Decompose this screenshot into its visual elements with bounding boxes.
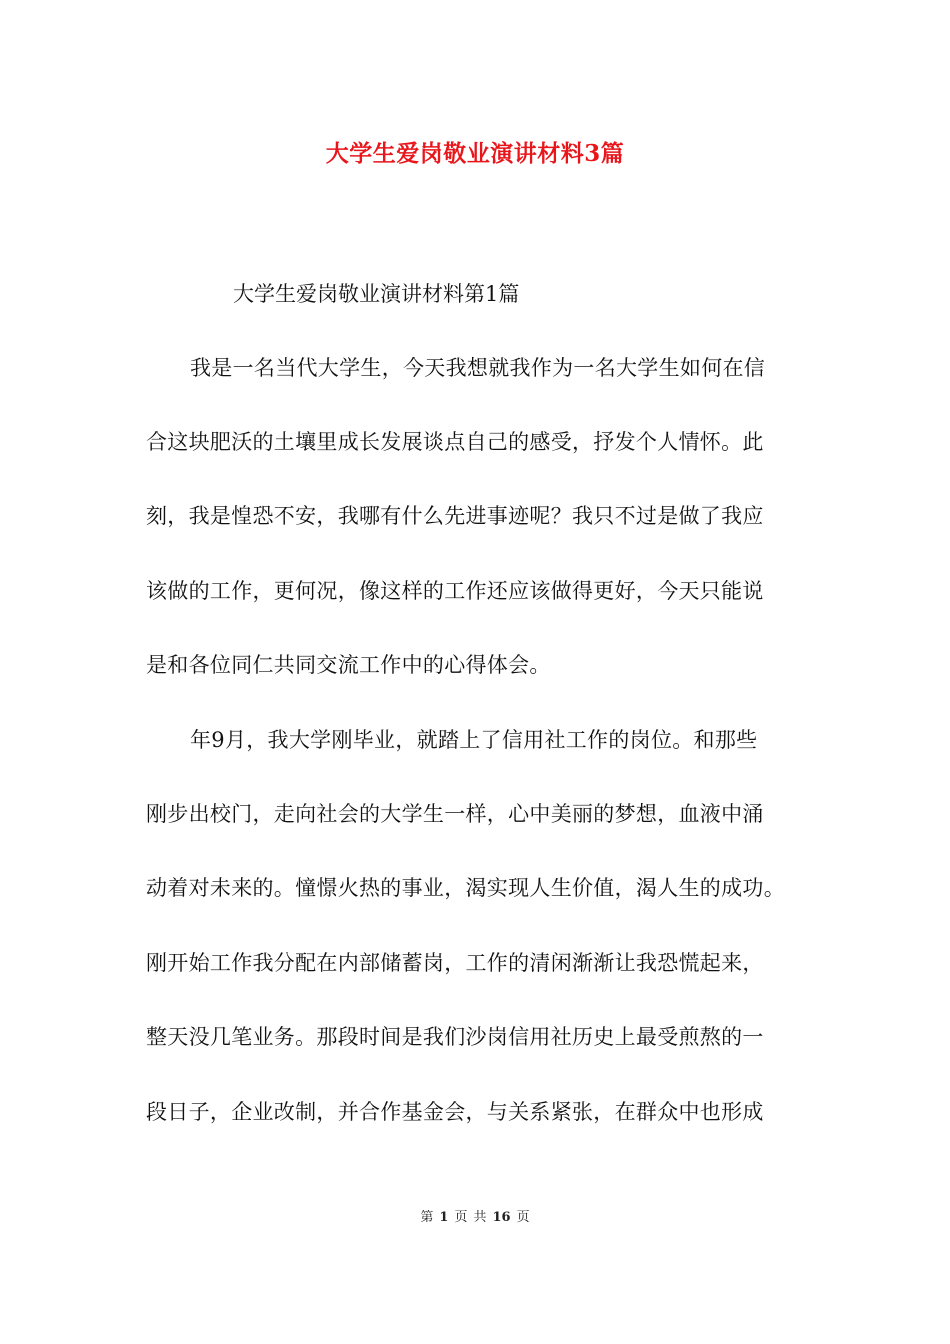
document-title: 大学生爱岗敬业演讲材料3篇 xyxy=(325,140,625,167)
paragraph-2-line-1: 年9月，我大学刚毕业，就踏上了信用社工作的岗位。和那些 xyxy=(190,728,758,752)
footer-page-word: 第 xyxy=(420,1210,434,1225)
footer-current-page: 1 xyxy=(439,1210,449,1225)
paragraph-2-line-4: 刚开始工作我分配在内部储蓄岗，工作的清闲渐渐让我恐慌起来， xyxy=(146,951,764,975)
paragraph-1-line-4: 该做的工作，更何况，像这样的工作还应该做得更好，今天只能说 xyxy=(146,579,764,603)
footer-total-unit: 页 xyxy=(516,1210,530,1225)
footer-page-unit: 页 xyxy=(454,1210,468,1225)
footer-total-word: 共 xyxy=(473,1210,487,1225)
section-heading: 大学生爱岗敬业演讲材料第1篇 xyxy=(233,282,520,306)
paragraph-2-line-6: 段日子，企业改制，并合作基金会，与关系紧张，在群众中也形成 xyxy=(146,1100,764,1124)
footer-total-pages: 16 xyxy=(492,1210,511,1225)
paragraph-2-line-3: 动着对未来的。憧憬火热的事业，渴实现人生价值，渴人生的成功。 xyxy=(146,876,785,900)
paragraph-1-line-2: 合这块肥沃的土壤里成长发展谈点自己的感受，抒发个人情怀。此 xyxy=(146,430,764,454)
paragraph-2-line-5: 整天没几笔业务。那段时间是我们沙岗信用社历史上最受煎熬的一 xyxy=(146,1025,764,1049)
paragraph-2-line-2: 刚步出校门，走向社会的大学生一样，心中美丽的梦想，血液中涌 xyxy=(146,802,764,826)
paragraph-1-line-1: 我是一名当代大学生，今天我想就我作为一名大学生如何在信 xyxy=(190,356,766,380)
paragraph-1-line-3: 刻，我是惶恐不安，我哪有什么先进事迹呢？我只不过是做了我应 xyxy=(146,504,764,528)
paragraph-1-line-5: 是和各位同仁共同交流工作中的心得体会。 xyxy=(146,653,551,677)
page-footer xyxy=(0,1208,950,1228)
